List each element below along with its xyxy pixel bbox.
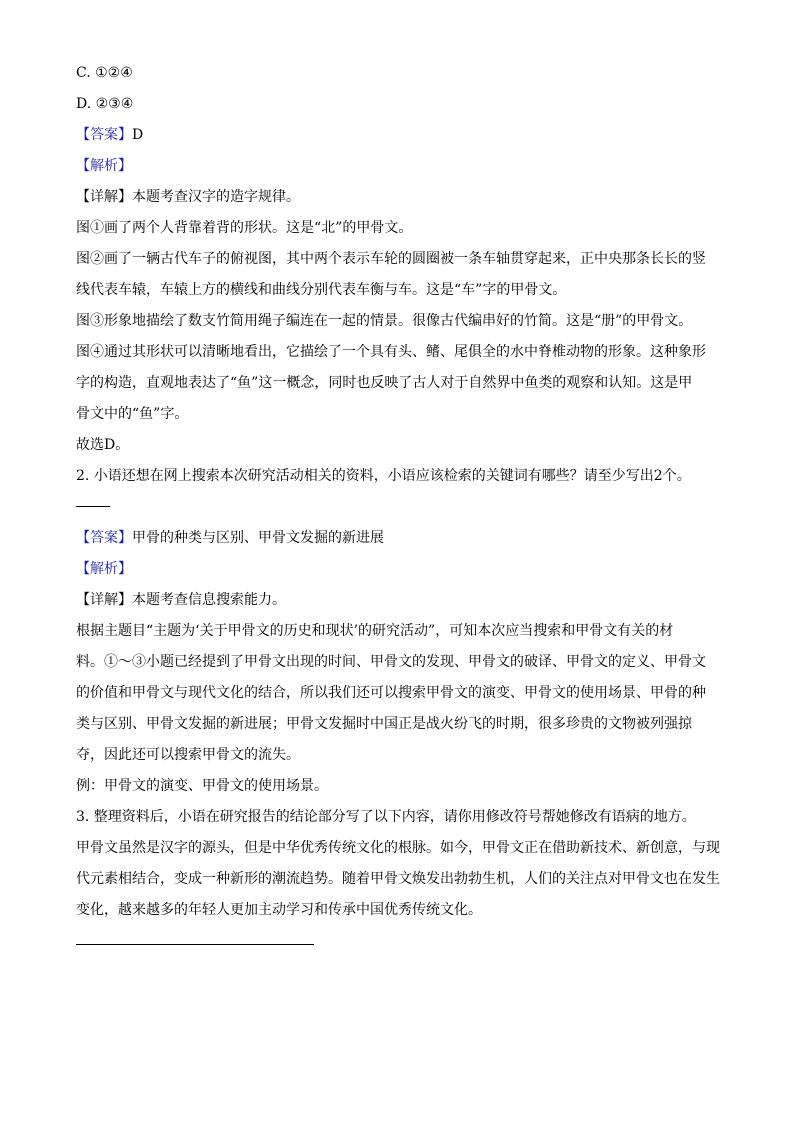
answer-blank (76, 492, 110, 507)
q2-detail-line (76, 585, 716, 616)
q3-text-line3: 变化，越来越多的年轻人更加主动学习和传承中国优秀传统文化。 (76, 902, 482, 918)
q3-text-line1: 甲骨文虽然是汉字的源头，但是中华优秀传统文化的根脉。如今，甲骨文正在借助新技术、新创意，与现 (76, 840, 720, 856)
q2-body-line4: 类与区别、甲骨文发掘的新进展；甲骨文发掘时中国正是战火纷飞的时期，很多珍贵的文物被列强掠 (76, 716, 692, 732)
explanation-p2-line1: 图②画了一辆古代车子的俯视图，其中两个表示车轮的圆圈被一条车轴贯穿起来，正中央那条长长的竖 (76, 251, 706, 267)
explanation-p1: 图①画了两个人背靠着背的形状。这是“北”的甲骨文。 (76, 220, 413, 236)
question-3: 3. 整理资料后，小语在研究报告的结论部分写了以下内容，请你用修改符号帮她修改有语病的地方。 (76, 809, 696, 825)
explanation-p3: 图③形象地描绘了数支竹简用绳子编连在一起的情景。很像古代编串好的竹简。这是“册”的甲骨文。 (76, 313, 693, 329)
detail-tag: 【详解】 (76, 189, 132, 205)
q2-answer-value: 甲骨的种类与区别、甲骨文发掘的新进展 (132, 530, 384, 546)
q2-body-line2: 料。①～③小题已经提到了甲骨文出现的时间、甲骨文的发现、甲骨文的破译、甲骨文的定义、甲骨文 (76, 654, 706, 670)
explanation-p4-line3: 骨文中的“鱼”字。 (76, 406, 189, 422)
explanation-p4-line1: 图④通过其形状可以清晰地看出，它描绘了一个具有头、鳍、尾俱全的水中脊椎动物的形象。这种象形 (76, 344, 706, 360)
q2-body-line1: 根据主题目“主题为‘关于甲骨文的历史和现状’的研究活动”，可知本次应当搜索和甲骨文有关的材 (76, 623, 674, 639)
q2-body-line5: 夺，因此还可以搜索甲骨文的流失。 (76, 747, 300, 763)
q2-detail-text: 本题考查信息搜索能力。 (132, 592, 286, 608)
answer-value: D (132, 127, 144, 143)
q2-detail-tag: 【详解】 (76, 592, 132, 608)
q2-example: 例：甲骨文的演变、甲骨文的使用场景。 (76, 778, 328, 794)
answer-blank-line (76, 492, 716, 523)
q2-answer-tag: 【答案】 (76, 530, 132, 546)
question-2: 2. 小语还想在网上搜索本次研究活动相关的资料，小语应该检索的关键词有哪些？请至少写出2个。 (76, 468, 691, 484)
explanation-p2-line2: 线代表车辕，车辕上方的横线和曲线分别代表车衡与车。这是“车”字的甲骨文。 (76, 282, 567, 298)
q2-analysis-tag: 【解析】 (76, 561, 132, 577)
detail-text: 本题考查汉字的造字规律。 (132, 189, 300, 205)
answer-underline (76, 944, 314, 945)
q2-answer-line (76, 523, 716, 554)
document-page (76, 58, 720, 945)
option-c: C. ①②④ (76, 65, 133, 81)
q3-text-line2: 代元素相结合，变成一种新形的潮流趋势。随着甲骨文焕发出勃勃生机，人们的关注点对甲骨文也在发生 (76, 871, 720, 887)
analysis-tag: 【解析】 (76, 158, 132, 174)
q2-body-line3: 的价值和甲骨文与现代文化的结合，所以我们还可以搜索甲骨文的演变、甲骨文的使用场景、甲骨的种 (76, 685, 706, 701)
answer-tag: 【答案】 (76, 127, 132, 143)
explanation-p4-line2: 字的构造，直观地表达了“鱼”这一概念，同时也反映了古人对于自然界中鱼类的观察和认知。这是甲 (76, 375, 693, 391)
answer-line (76, 120, 716, 151)
detail-line (76, 182, 716, 213)
conclusion: 故选D。 (76, 437, 130, 453)
option-d: D. ②③④ (76, 96, 134, 112)
